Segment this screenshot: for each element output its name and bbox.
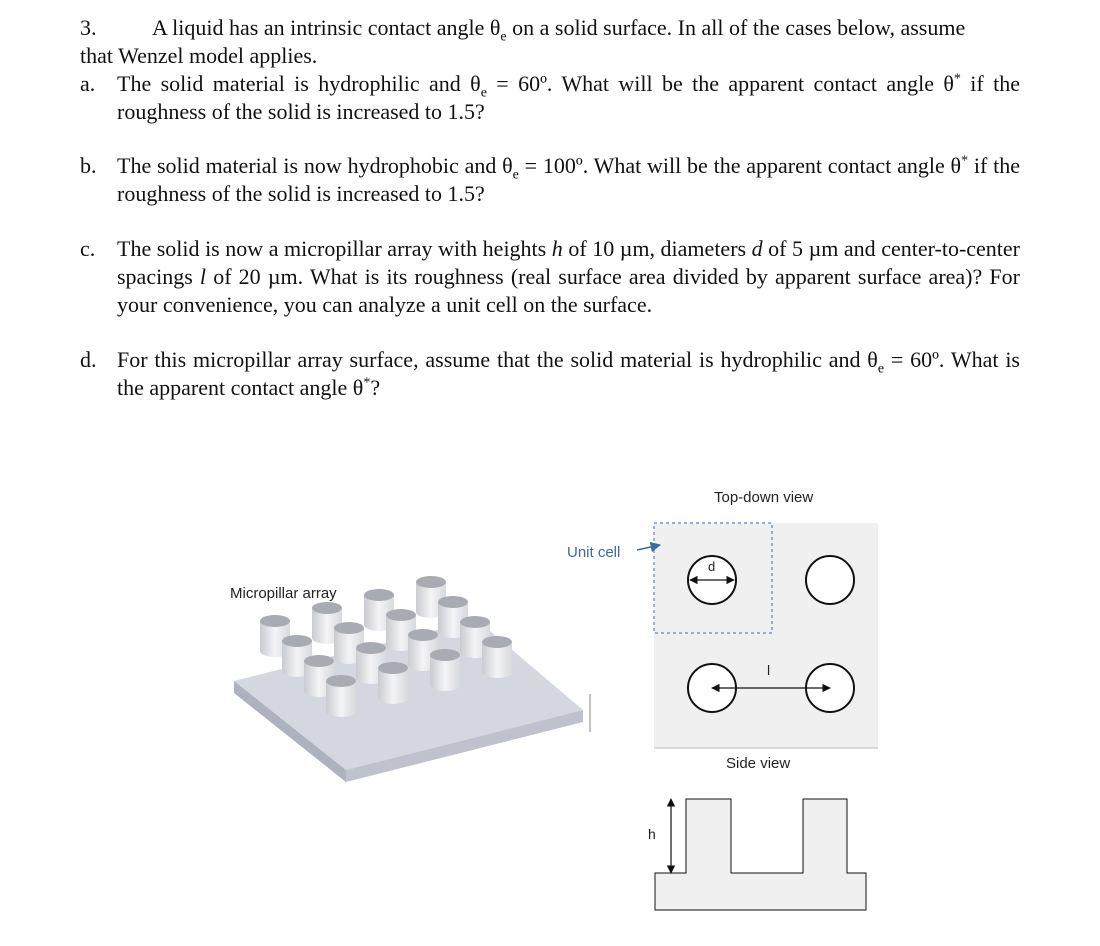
spacing-label: l (767, 662, 771, 678)
part-d-text-1: For this micropillar array surface, assume that the solid material is hydrophilic and θ (117, 347, 878, 372)
part-a-sub: e (480, 85, 487, 101)
part-d-sup: * (363, 375, 371, 391)
part-c-text-2: of 10 µm, diameters (562, 236, 752, 261)
part-c-label: c. (80, 236, 96, 261)
part-c-var-d: d (751, 236, 763, 261)
side-profile (655, 799, 866, 910)
part-d-label: d. (80, 347, 97, 372)
part-a-sup: * (953, 71, 961, 87)
intro-text-1: A liquid has an intrinsic contact angle θ (152, 15, 501, 40)
part-c-text-3: of 5 µm and center-to-center spacings (117, 236, 1020, 289)
top-down-view (637, 523, 878, 748)
part-b-text-2: = 100º. What will be the apparent contact angle θ (518, 153, 962, 178)
part-b-sup: * (961, 153, 969, 169)
part-c-var-l: l (199, 264, 207, 289)
part-b-sub: e (512, 167, 519, 183)
side-view (655, 799, 866, 910)
pillar-circle-2 (806, 556, 854, 604)
part-a-text-1: The solid material is hydrophilic and θ (117, 71, 481, 96)
pillar-3-2 (430, 649, 460, 691)
top-down-background (654, 523, 878, 748)
side-view-label: Side view (726, 755, 791, 772)
unit-cell-label: Unit cell (567, 544, 621, 561)
pillar-3-3 (482, 636, 512, 678)
intro-line2: that Wenzel model applies. (80, 43, 318, 68)
pillar-3-0 (326, 675, 356, 717)
part-d-sub: e (877, 361, 885, 377)
part-b-label: b. (80, 153, 97, 178)
part-a-text-3: if the roughness of the solid is increased to 1.5? (117, 71, 1020, 124)
intro-sub: e (500, 29, 507, 45)
part-c-text-4: of 20 µm. What is its roughness (real surface area divided by apparent surface area)? For your convenience, you can analyze a unit cell on the surface. (117, 264, 1020, 317)
pillar-3-1 (378, 662, 408, 704)
top-down-view-label: Top-down view (714, 489, 814, 506)
part-c-var-h: h (551, 236, 563, 261)
part-c-text-1: The solid is now a micropillar array with heights (117, 236, 552, 261)
part-d-text-3: ? (370, 375, 381, 400)
intro-text-2: on a solid surface. In all of the cases below, assume (506, 15, 966, 40)
micropillar-array-label: Micropillar array (230, 585, 337, 602)
micropillar-array-illustration (234, 576, 590, 782)
height-label: h (648, 826, 656, 842)
question-number: 3. (80, 15, 97, 40)
part-a-text-2: = 60º. What will be the apparent contact angle θ (486, 71, 954, 96)
part-d-text-2: = 60º. What is the apparent contact angle θ (117, 347, 1020, 400)
part-b-text-3: if the roughness of the solid is increased to 1.5? (117, 153, 1020, 206)
part-a-label: a. (80, 71, 96, 96)
part-b-text-1: The solid material is now hydrophobic and θ (117, 153, 513, 178)
diameter-label: d (708, 559, 716, 574)
